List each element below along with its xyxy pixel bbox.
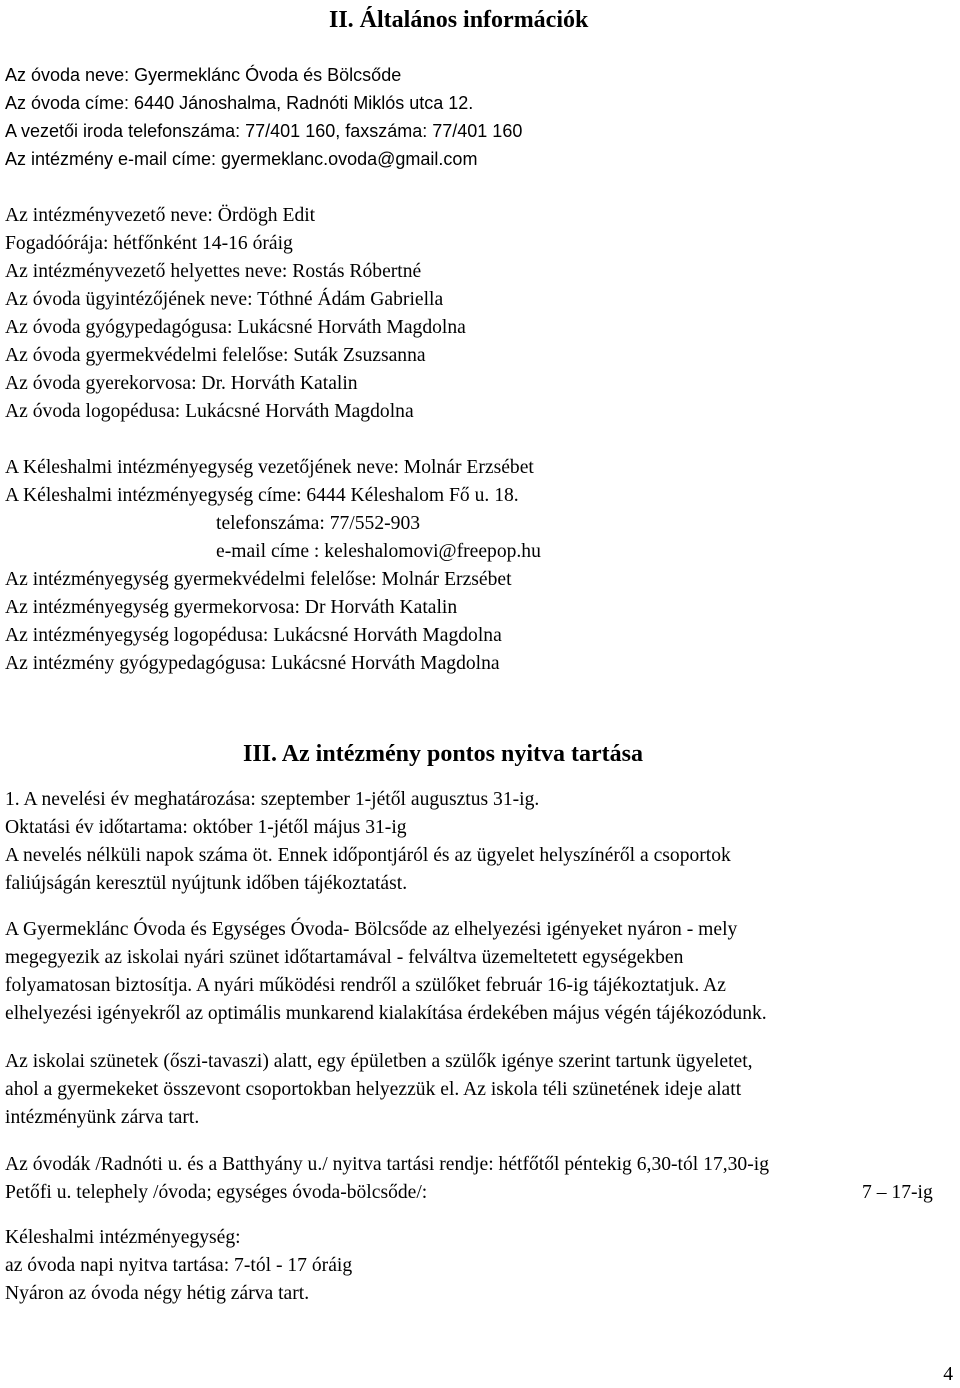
non-teaching-days-line: A nevelés nélküli napok száma öt. Ennek időpontjáról és az ügyelet helyszínéről a csoportok xyxy=(5,845,731,866)
speech-therapist-line: Az óvoda logopédusa: Lukácsné Horváth Magdolna xyxy=(5,401,414,422)
kindergarten-address-line: Az óvoda címe: 6440 Jánoshalma, Radnóti Miklós utca 12. xyxy=(5,93,474,113)
summer-care-line-1: A Gyermeklánc Óvoda és Egységes Óvoda- Bölcsőde az elhelyezési igényeket nyáron - mely xyxy=(5,919,738,940)
special-educator-line: Az óvoda gyógypedagógusa: Lukácsné Horváth Magdolna xyxy=(5,317,466,338)
unit-speech-therapist-line: Az intézményegység logopédusa: Lukácsné Horváth Magdolna xyxy=(5,625,502,646)
school-breaks-line-1: Az iskolai szünetek (őszi-tavaszi) alatt, egy épületben a szülők igénye szerint tartunk ügyeletet, xyxy=(5,1051,753,1072)
school-year-line: Oktatási év időtartama: október 1-jétől május 31-ig xyxy=(5,817,407,838)
unit-pediatrician-line: Az intézményegység gyermekorvosa: Dr Horváth Katalin xyxy=(5,597,458,618)
unit-phone-line: telefonszáma: 77/552-903 xyxy=(216,513,421,534)
summer-care-line-2: megegyezik az iskolai nyári szünet időtartamával - felváltva üzemeltetett egységekben xyxy=(5,947,684,968)
keleshalom-hours-line: az óvoda napi nyitva tartása: 7-tól - 17 óráig xyxy=(5,1255,353,1276)
school-breaks-line-2: ahol a gyermekeket összevont csoportokban helyezzük el. Az iskola téli szünetének ideje alatt xyxy=(5,1079,742,1100)
page-number: 4 xyxy=(943,1364,953,1385)
summer-care-line-3: folyamatosan biztosítja. A nyári működési rendről a szülőket február 16-ig tájékoztatjuk. Az xyxy=(5,975,726,996)
child-protection-line: Az óvoda gyermekvédelmi felelőse: Suták Zsuzsanna xyxy=(5,345,426,366)
head-name-line: Az intézményvezető neve: Ördögh Edit xyxy=(5,205,316,226)
administrator-line: Az óvoda ügyintézőjének neve: Tóthné Ádám Gabriella xyxy=(5,289,444,310)
institution-email-line: Az intézmény e-mail címe: gyermeklanc.ovoda@gmail.com xyxy=(5,149,478,169)
office-hours-line: Fogadóórája: hétfőnként 14-16 óráig xyxy=(5,233,293,254)
non-teaching-days-line-2: faliújságán keresztül nyújtunk időben tájékoztatást. xyxy=(5,873,408,894)
unit-head-line: A Kéleshalmi intézményegység vezetőjének neve: Molnár Erzsébet xyxy=(5,457,534,478)
section-3-heading: III. Az intézmény pontos nyitva tartása xyxy=(243,741,643,767)
keleshalom-unit-heading: Kéleshalmi intézményegység: xyxy=(5,1227,241,1248)
unit-child-protection-line: Az intézményegység gyermekvédelmi felelőse: Molnár Erzsébet xyxy=(5,569,512,590)
institution-special-educator-line: Az intézmény gyógypedagógusa: Lukácsné Horváth Magdolna xyxy=(5,653,500,674)
section-2-heading: II. Általános információk xyxy=(329,7,589,33)
educational-year-line: 1. A nevelési év meghatározása: szeptember 1-jétől augusztus 31-ig. xyxy=(5,789,540,810)
deputy-name-line: Az intézményvezető helyettes neve: Rostás Róbertné xyxy=(5,261,422,282)
kindergarten-name-line: Az óvoda neve: Gyermeklánc Óvoda és Bölcsőde xyxy=(5,65,402,85)
school-breaks-line-3: intézményünk zárva tart. xyxy=(5,1107,200,1128)
office-phone-line: A vezetői iroda telefonszáma: 77/401 160, faxszáma: 77/401 160 xyxy=(5,121,523,141)
opening-hours-line-1: Az óvodák /Radnóti u. és a Batthyány u./ nyitva tartási rendje: hétfőtől péntekig 6,30-tól 17,30-ig xyxy=(5,1154,769,1175)
opening-hours-line-2: Petőfi u. telephely /óvoda; egységes óvoda-bölcsőde/: xyxy=(5,1182,428,1203)
opening-hours-petofi-value: 7 – 17-ig xyxy=(862,1182,933,1203)
unit-email-line: e-mail címe : keleshalomovi@freepop.hu xyxy=(216,541,541,562)
summer-care-line-4: elhelyezési igényekről az optimális munkarend kialakítása érdekében május végén tájékozódunk. xyxy=(5,1003,767,1024)
unit-address-line: A Kéleshalmi intézményegység címe: 6444 Kéleshalom Fő u. 18. xyxy=(5,485,519,506)
pediatrician-line: Az óvoda gyerekorvosa: Dr. Horváth Katalin xyxy=(5,373,358,394)
summer-closure-line: Nyáron az óvoda négy hétig zárva tart. xyxy=(5,1283,310,1304)
